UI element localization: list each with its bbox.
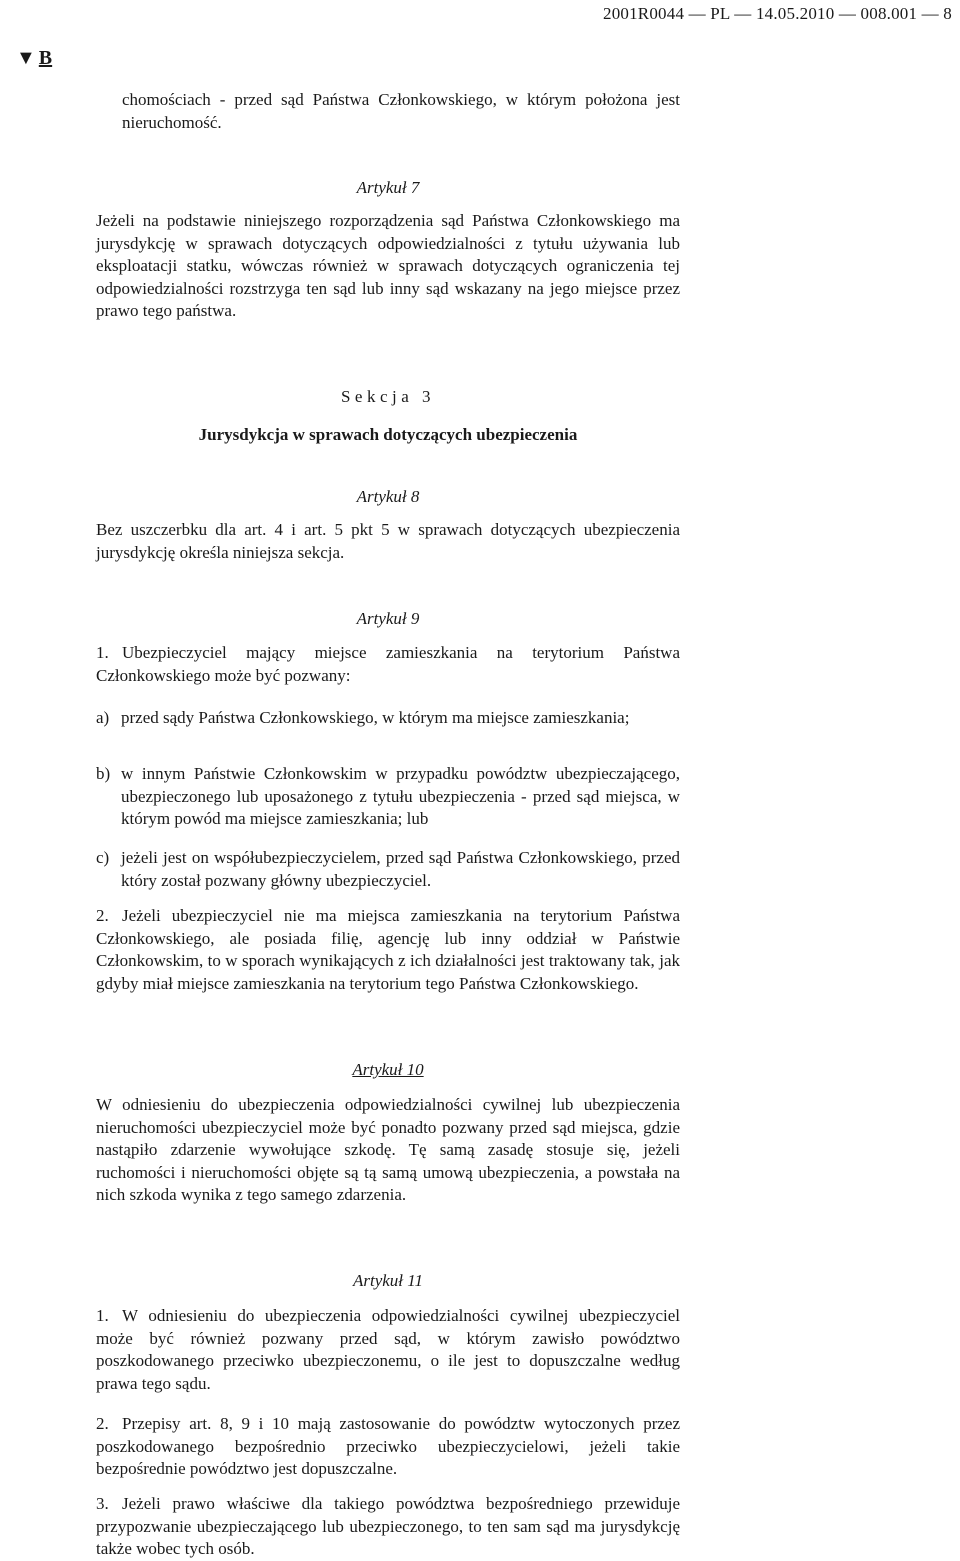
triangle-down-icon: ▼ <box>16 47 36 69</box>
list-item <box>96 763 680 831</box>
article-8-title: Artykuł 8 <box>356 487 420 506</box>
paragraph-text: Przepisy art. 8, 9 i 10 mają zastosowanie do powództw wytoczonych przez poszkodowanego bezpośrednio przeciwko ubezpieczycielowi, jeżeli takie bezpośrednie powództwo jest dopuszczalne. <box>96 1414 680 1478</box>
article-9-paragraph-1 <box>96 642 680 687</box>
amendment-marker <box>16 47 52 70</box>
paragraph-text: Ubezpieczyciel mający miejsce zamieszkania na terytorium Państwa Członkowskiego może być pozwany: <box>96 643 680 685</box>
list-item-label: b) <box>96 764 111 783</box>
list-item-text: w innym Państwie Członkowskim w przypadku powództw ubezpieczającego, ubezpieczonego lub uposażonego z tytułu ubezpieczenia - przed sąd miejsca, w którym powód ma miejsce zamieszkania; lub <box>121 764 680 828</box>
article-10-text: W odniesieniu do ubezpieczenia odpowiedzialności cywilnej lub ubezpieczenia nieruchomości ubezpieczyciel może być ponadto pozwany przed sąd miejsca, gdzie nastąpiło zdarzenie wywołujące szkodę. Tę samą zasadę stosuje się, jeżeli ruchomości i nieruchomości objęte są tą samą umową ubezpieczenia, a powstała na nich szkoda wynika z tego samego zdarzenia. <box>96 1095 680 1204</box>
article-9-paragraph-2 <box>96 905 680 995</box>
section-3-title: Jurysdykcja w sprawach dotyczących ubezpieczenia <box>198 425 578 444</box>
list-item-label: c) <box>96 848 110 867</box>
article-9-title: Artykuł 9 <box>356 609 420 628</box>
list-item-text: przed sądy Państwa Członkowskiego, w którym ma miejsce zamieszkania; <box>121 708 630 727</box>
section-3-label: Sekcja 3 <box>340 387 436 406</box>
article-11-paragraph-2 <box>96 1413 680 1481</box>
intro-paragraph: chomościach - przed sąd Państwa Członkowskiego, w którym położona jest nieruchomość. <box>122 90 680 132</box>
page-header: 2001R0044 — PL — 14.05.2010 — 008.001 — 8 <box>603 4 952 23</box>
article-7-text: Jeżeli na podstawie niniejszego rozporządzenia sąd Państwa Członkowskiego ma jurysdykcję w sprawach dotyczących odpowiedzialności z tytułu używania lub eksploatacji statku, wówczas również w sprawach dotyczących ograniczenia tej odpowiedzialności rozstrzyga ten sąd lub inny sąd wskazany na jego miejsce przez prawo tego państwa. <box>96 211 680 320</box>
list-item-label: a) <box>96 708 110 727</box>
paragraph-number: 3. <box>96 1494 109 1513</box>
paragraph-number: 1. <box>96 643 109 662</box>
list-item-text: jeżeli jest on współubezpieczycielem, przed sąd Państwa Członkowskiego, przed który został pozwany główny ubezpieczyciel. <box>121 848 680 890</box>
article-11-paragraph-1 <box>96 1305 680 1395</box>
article-7-title: Artykuł 7 <box>356 178 420 197</box>
article-8-text: Bez uszczerbku dla art. 4 i art. 5 pkt 5 w sprawach dotyczących ubezpieczenia jurysdykcję określa niniejsza sekcja. <box>96 520 680 562</box>
marker-link-b[interactable]: B <box>38 47 53 69</box>
paragraph-number: 2. <box>96 906 109 925</box>
article-10-title[interactable]: Artykuł 10 <box>352 1060 424 1079</box>
list-item <box>96 707 680 730</box>
paragraph-text: Jeżeli prawo właściwe dla takiego powództwa bezpośredniego przewiduje przypozwanie ubezpieczającego lub ubezpieczonego, to ten sam sąd ma jurysdykcję także wobec tych osób. <box>96 1494 680 1558</box>
paragraph-number: 2. <box>96 1414 109 1433</box>
paragraph-text: W odniesieniu do ubezpieczenia odpowiedzialności cywilnej ubezpieczyciel może być również pozwany przed sąd, w którym zawisło powództwo poszkodowanego przeciwko ubezpieczonemu, o ile jest to dopuszczalne według prawa tego sądu. <box>96 1306 680 1393</box>
article-11-paragraph-3 <box>96 1493 680 1561</box>
paragraph-number: 1. <box>96 1306 109 1325</box>
list-item <box>96 847 680 892</box>
article-11-title: Artykuł 11 <box>352 1271 424 1290</box>
paragraph-text: Jeżeli ubezpieczyciel nie ma miejsca zamieszkania na terytorium Państwa Członkowskiego, ale posiada filię, agencję lub inny oddział w Państwie Członkowskim, to w sporach wynikających z ich działalności jest traktowany tak, jak gdyby miał miejsce zamieszkania na terytorium tego Państwa Członkowskiego. <box>96 906 680 993</box>
